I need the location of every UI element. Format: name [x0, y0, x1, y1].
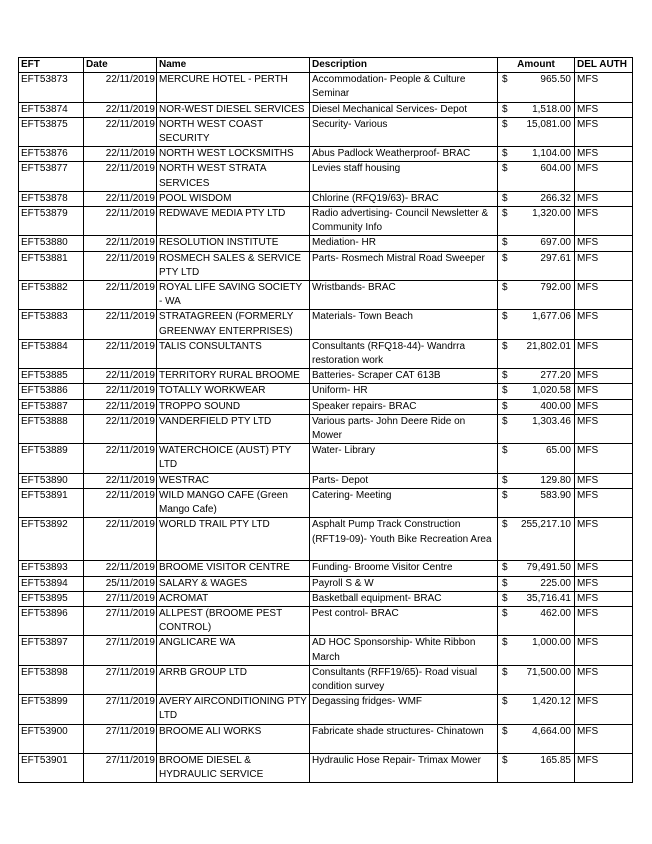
table-row — [19, 561, 633, 576]
amount-value: 297.61 — [540, 252, 571, 264]
name-cell: TOTALLY WORKWEAR — [157, 384, 310, 399]
currency-symbol: $ — [502, 163, 508, 175]
description-cell: Hydraulic Hose Repair- Trimax Mower — [310, 753, 498, 782]
description-cell: Water- Library — [310, 444, 498, 473]
date-cell: 27/11/2019 — [84, 695, 157, 724]
currency-symbol: $ — [502, 725, 508, 737]
eft-cell: EFT53885 — [19, 369, 84, 384]
name-cell: ROSMECH SALES & SERVICE PTY LTD — [157, 251, 310, 280]
eft-cell: EFT53901 — [19, 753, 84, 782]
description-cell: Degassing fridges- WMF — [310, 695, 498, 724]
amount-value: 697.00 — [540, 237, 571, 249]
eft-cell: EFT53886 — [19, 384, 84, 399]
del-auth-cell: MFS — [575, 102, 633, 117]
description-cell: Wristbands- BRAC — [310, 281, 498, 310]
del-auth-cell: MFS — [575, 281, 633, 310]
table-row — [19, 444, 633, 473]
date-cell: 27/11/2019 — [84, 724, 157, 753]
currency-symbol: $ — [502, 252, 508, 264]
header-date: Date — [84, 58, 157, 73]
table-row — [19, 518, 633, 561]
date-cell: 22/11/2019 — [84, 236, 157, 251]
eft-cell: EFT53892 — [19, 518, 84, 561]
del-auth-cell: MFS — [575, 251, 633, 280]
amount-cell — [498, 399, 575, 414]
date-cell: 22/11/2019 — [84, 73, 157, 102]
del-auth-cell: MFS — [575, 339, 633, 368]
payments-table — [18, 57, 633, 783]
currency-symbol: $ — [502, 370, 508, 382]
currency-symbol: $ — [502, 237, 508, 249]
eft-cell: EFT53899 — [19, 695, 84, 724]
name-cell: MERCURE HOTEL - PERTH — [157, 73, 310, 102]
description-cell: Batteries- Scraper CAT 613B — [310, 369, 498, 384]
name-cell: NORTH WEST COAST SECURITY — [157, 117, 310, 146]
amount-cell — [498, 147, 575, 162]
del-auth-cell: MFS — [575, 399, 633, 414]
date-cell: 22/11/2019 — [84, 117, 157, 146]
currency-symbol: $ — [502, 637, 508, 649]
eft-cell: EFT53890 — [19, 473, 84, 488]
del-auth-cell: MFS — [575, 636, 633, 665]
date-cell: 22/11/2019 — [84, 399, 157, 414]
currency-symbol: $ — [502, 148, 508, 160]
amount-cell — [498, 473, 575, 488]
table-row — [19, 473, 633, 488]
date-cell: 25/11/2019 — [84, 576, 157, 591]
currency-symbol: $ — [502, 577, 508, 589]
currency-symbol: $ — [502, 400, 508, 412]
del-auth-cell: MFS — [575, 695, 633, 724]
description-cell: Uniform- HR — [310, 384, 498, 399]
currency-symbol: $ — [502, 519, 508, 531]
name-cell: WATERCHOICE (AUST) PTY LTD — [157, 444, 310, 473]
amount-value: 266.32 — [540, 192, 571, 204]
date-cell: 22/11/2019 — [84, 162, 157, 191]
description-cell: Security- Various — [310, 117, 498, 146]
del-auth-cell: MFS — [575, 207, 633, 236]
amount-value: 583.90 — [540, 489, 571, 501]
name-cell: ANGLICARE WA — [157, 636, 310, 665]
table-row — [19, 753, 633, 782]
amount-value: 21,802.01 — [526, 340, 571, 352]
name-cell: NORTH WEST STRATA SERVICES — [157, 162, 310, 191]
eft-cell: EFT53876 — [19, 147, 84, 162]
name-cell: TROPPO SOUND — [157, 399, 310, 414]
del-auth-cell: MFS — [575, 444, 633, 473]
description-cell: Consultants (RFF19/65)- Road visual condition survey — [310, 665, 498, 694]
table-row — [19, 384, 633, 399]
table-row — [19, 236, 633, 251]
table-row — [19, 310, 633, 339]
table-row — [19, 606, 633, 635]
table-row — [19, 147, 633, 162]
description-cell: Radio advertising- Council Newsletter & Community Info — [310, 207, 498, 236]
amount-cell — [498, 724, 575, 753]
amount-cell — [498, 207, 575, 236]
table-row — [19, 162, 633, 191]
del-auth-cell: MFS — [575, 473, 633, 488]
table-row — [19, 281, 633, 310]
del-auth-cell: MFS — [575, 162, 633, 191]
description-cell: AD HOC Sponsorship- White Ribbon March — [310, 636, 498, 665]
name-cell: VANDERFIELD PTY LTD — [157, 414, 310, 443]
eft-cell: EFT53894 — [19, 576, 84, 591]
description-cell: Speaker repairs- BRAC — [310, 399, 498, 414]
date-cell: 22/11/2019 — [84, 207, 157, 236]
table-row — [19, 191, 633, 206]
date-cell: 27/11/2019 — [84, 606, 157, 635]
del-auth-cell: MFS — [575, 236, 633, 251]
currency-symbol: $ — [502, 666, 508, 678]
date-cell: 22/11/2019 — [84, 339, 157, 368]
header-del-auth: DEL AUTH — [575, 58, 633, 73]
description-cell: Materials- Town Beach — [310, 310, 498, 339]
date-cell: 22/11/2019 — [84, 281, 157, 310]
amount-value: 71,500.00 — [526, 666, 571, 678]
description-cell: Chlorine (RFQ19/63)- BRAC — [310, 191, 498, 206]
payments-page — [18, 57, 632, 783]
eft-cell: EFT53884 — [19, 339, 84, 368]
amount-value: 4,664.00 — [532, 725, 571, 737]
currency-symbol: $ — [502, 562, 508, 574]
date-cell: 22/11/2019 — [84, 561, 157, 576]
currency-symbol: $ — [502, 474, 508, 486]
date-cell: 22/11/2019 — [84, 147, 157, 162]
del-auth-cell: MFS — [575, 369, 633, 384]
amount-value: 1,104.00 — [532, 148, 571, 160]
amount-cell — [498, 591, 575, 606]
del-auth-cell: MFS — [575, 310, 633, 339]
currency-symbol: $ — [502, 592, 508, 604]
del-auth-cell: MFS — [575, 665, 633, 694]
eft-cell: EFT53874 — [19, 102, 84, 117]
currency-symbol: $ — [502, 489, 508, 501]
eft-cell: EFT53881 — [19, 251, 84, 280]
del-auth-cell: MFS — [575, 73, 633, 102]
header-amount: Amount — [498, 58, 575, 73]
name-cell: BROOME VISITOR CENTRE — [157, 561, 310, 576]
table-body — [19, 73, 633, 783]
date-cell: 22/11/2019 — [84, 488, 157, 517]
amount-cell — [498, 665, 575, 694]
date-cell: 22/11/2019 — [84, 310, 157, 339]
amount-cell — [498, 117, 575, 146]
amount-value: 65.00 — [545, 445, 571, 457]
eft-cell: EFT53878 — [19, 191, 84, 206]
currency-symbol: $ — [502, 208, 508, 220]
amount-value: 129.80 — [540, 474, 571, 486]
description-cell: Fabricate shade structures- Chinatown — [310, 724, 498, 753]
del-auth-cell: MFS — [575, 591, 633, 606]
amount-cell — [498, 384, 575, 399]
eft-cell: EFT53897 — [19, 636, 84, 665]
amount-cell — [498, 73, 575, 102]
date-cell: 22/11/2019 — [84, 444, 157, 473]
del-auth-cell: MFS — [575, 117, 633, 146]
table-row — [19, 591, 633, 606]
description-cell: Levies staff housing — [310, 162, 498, 191]
amount-value: 1,320.00 — [532, 208, 571, 220]
table-row — [19, 73, 633, 102]
currency-symbol: $ — [502, 415, 508, 427]
name-cell: TALIS CONSULTANTS — [157, 339, 310, 368]
table-row — [19, 399, 633, 414]
amount-value: 400.00 — [540, 400, 571, 412]
del-auth-cell: MFS — [575, 606, 633, 635]
currency-symbol: $ — [502, 311, 508, 323]
amount-cell — [498, 339, 575, 368]
eft-cell: EFT53877 — [19, 162, 84, 191]
amount-value: 1,000.00 — [532, 637, 571, 649]
description-cell: Parts- Depot — [310, 473, 498, 488]
table-row — [19, 665, 633, 694]
table-row — [19, 117, 633, 146]
currency-symbol: $ — [502, 192, 508, 204]
name-cell: WORLD TRAIL PTY LTD — [157, 518, 310, 561]
table-row — [19, 339, 633, 368]
name-cell: REDWAVE MEDIA PTY LTD — [157, 207, 310, 236]
description-cell: Diesel Mechanical Services- Depot — [310, 102, 498, 117]
description-cell: Consultants (RFQ18-44)- Wandrra restoration work — [310, 339, 498, 368]
amount-value: 79,491.50 — [526, 562, 571, 574]
eft-cell: EFT53883 — [19, 310, 84, 339]
eft-cell: EFT53898 — [19, 665, 84, 694]
del-auth-cell: MFS — [575, 147, 633, 162]
date-cell: 22/11/2019 — [84, 518, 157, 561]
table-row — [19, 724, 633, 753]
date-cell: 27/11/2019 — [84, 636, 157, 665]
header-description: Description — [310, 58, 498, 73]
date-cell: 22/11/2019 — [84, 473, 157, 488]
eft-cell: EFT53896 — [19, 606, 84, 635]
name-cell: TERRITORY RURAL BROOME — [157, 369, 310, 384]
description-cell: Various parts- John Deere Ride on Mower — [310, 414, 498, 443]
amount-value: 1,677.06 — [532, 311, 571, 323]
description-cell: Asphalt Pump Track Construction (RFT19-09)- Youth Bike Recreation Area — [310, 518, 498, 561]
currency-symbol: $ — [502, 103, 508, 115]
del-auth-cell: MFS — [575, 561, 633, 576]
eft-cell: EFT53893 — [19, 561, 84, 576]
amount-value: 165.85 — [540, 754, 571, 766]
description-cell: Basketball equipment- BRAC — [310, 591, 498, 606]
currency-symbol: $ — [502, 118, 508, 130]
name-cell: ARRB GROUP LTD — [157, 665, 310, 694]
date-cell: 22/11/2019 — [84, 384, 157, 399]
amount-cell — [498, 191, 575, 206]
amount-cell — [498, 369, 575, 384]
eft-cell: EFT53895 — [19, 591, 84, 606]
currency-symbol: $ — [502, 385, 508, 397]
name-cell: AVERY AIRCONDITIONING PTY LTD — [157, 695, 310, 724]
eft-cell: EFT53880 — [19, 236, 84, 251]
table-row — [19, 369, 633, 384]
amount-cell — [498, 310, 575, 339]
amount-value: 277.20 — [540, 370, 571, 382]
date-cell: 22/11/2019 — [84, 414, 157, 443]
name-cell: SALARY & WAGES — [157, 576, 310, 591]
currency-symbol: $ — [502, 282, 508, 294]
description-cell: Pest control- BRAC — [310, 606, 498, 635]
table-row — [19, 576, 633, 591]
date-cell: 22/11/2019 — [84, 369, 157, 384]
table-row — [19, 102, 633, 117]
description-cell: Mediation- HR — [310, 236, 498, 251]
table-row — [19, 695, 633, 724]
amount-value: 965.50 — [540, 74, 571, 86]
del-auth-cell: MFS — [575, 518, 633, 561]
description-cell: Accommodation- People & Culture Seminar — [310, 73, 498, 102]
name-cell: WESTRAC — [157, 473, 310, 488]
del-auth-cell: MFS — [575, 753, 633, 782]
name-cell: ALLPEST (BROOME PEST CONTROL) — [157, 606, 310, 635]
del-auth-cell: MFS — [575, 384, 633, 399]
header-name: Name — [157, 58, 310, 73]
amount-cell — [498, 162, 575, 191]
header-eft: EFT — [19, 58, 84, 73]
amount-value: 1,303.46 — [532, 415, 571, 427]
table-row — [19, 488, 633, 517]
date-cell: 27/11/2019 — [84, 665, 157, 694]
amount-cell — [498, 606, 575, 635]
amount-cell — [498, 236, 575, 251]
amount-value: 1,020.58 — [532, 385, 571, 397]
amount-value: 225.00 — [540, 577, 571, 589]
table-row — [19, 251, 633, 280]
eft-cell: EFT53887 — [19, 399, 84, 414]
amount-cell — [498, 488, 575, 517]
table-header-row — [19, 58, 633, 73]
amount-cell — [498, 251, 575, 280]
del-auth-cell: MFS — [575, 414, 633, 443]
name-cell: POOL WISDOM — [157, 191, 310, 206]
date-cell: 27/11/2019 — [84, 591, 157, 606]
eft-cell: EFT53889 — [19, 444, 84, 473]
amount-value: 604.00 — [540, 163, 571, 175]
amount-value: 15,081.00 — [526, 118, 571, 130]
name-cell: RESOLUTION INSTITUTE — [157, 236, 310, 251]
date-cell: 27/11/2019 — [84, 753, 157, 782]
del-auth-cell: MFS — [575, 576, 633, 591]
amount-cell — [498, 561, 575, 576]
currency-symbol: $ — [502, 445, 508, 457]
description-cell: Parts- Rosmech Mistral Road Sweeper — [310, 251, 498, 280]
table-row — [19, 207, 633, 236]
name-cell: NORTH WEST LOCKSMITHS — [157, 147, 310, 162]
eft-cell: EFT53879 — [19, 207, 84, 236]
date-cell: 22/11/2019 — [84, 102, 157, 117]
date-cell: 22/11/2019 — [84, 251, 157, 280]
date-cell: 22/11/2019 — [84, 191, 157, 206]
name-cell: ACROMAT — [157, 591, 310, 606]
currency-symbol: $ — [502, 74, 508, 86]
name-cell: ROYAL LIFE SAVING SOCIETY - WA — [157, 281, 310, 310]
amount-value: 35,716.41 — [526, 592, 571, 604]
amount-cell — [498, 518, 575, 561]
eft-cell: EFT53900 — [19, 724, 84, 753]
amount-cell — [498, 636, 575, 665]
table-row — [19, 414, 633, 443]
amount-cell — [498, 444, 575, 473]
description-cell: Payroll S & W — [310, 576, 498, 591]
eft-cell: EFT53891 — [19, 488, 84, 517]
description-cell: Catering- Meeting — [310, 488, 498, 517]
eft-cell: EFT53873 — [19, 73, 84, 102]
amount-cell — [498, 576, 575, 591]
currency-symbol: $ — [502, 340, 508, 352]
description-cell: Funding- Broome Visitor Centre — [310, 561, 498, 576]
del-auth-cell: MFS — [575, 191, 633, 206]
amount-value: 462.00 — [540, 607, 571, 619]
description-cell: Abus Padlock Weatherproof- BRAC — [310, 147, 498, 162]
amount-cell — [498, 753, 575, 782]
del-auth-cell: MFS — [575, 488, 633, 517]
eft-cell: EFT53888 — [19, 414, 84, 443]
name-cell: NOR-WEST DIESEL SERVICES — [157, 102, 310, 117]
amount-value: 1,420.12 — [532, 696, 571, 708]
amount-cell — [498, 102, 575, 117]
name-cell: BROOME ALI WORKS — [157, 724, 310, 753]
eft-cell: EFT53882 — [19, 281, 84, 310]
amount-cell — [498, 281, 575, 310]
table-row — [19, 636, 633, 665]
amount-value: 255,217.10 — [520, 519, 571, 531]
currency-symbol: $ — [502, 696, 508, 708]
name-cell: WILD MANGO CAFE (Green Mango Cafe) — [157, 488, 310, 517]
name-cell: STRATAGREEN (FORMERLY GREENWAY ENTERPRISES) — [157, 310, 310, 339]
amount-cell — [498, 695, 575, 724]
currency-symbol: $ — [502, 754, 508, 766]
amount-cell — [498, 414, 575, 443]
name-cell: BROOME DIESEL & HYDRAULIC SERVICE — [157, 753, 310, 782]
amount-value: 1,518.00 — [532, 103, 571, 115]
amount-value: 792.00 — [540, 282, 571, 294]
eft-cell: EFT53875 — [19, 117, 84, 146]
del-auth-cell: MFS — [575, 724, 633, 753]
currency-symbol: $ — [502, 607, 508, 619]
